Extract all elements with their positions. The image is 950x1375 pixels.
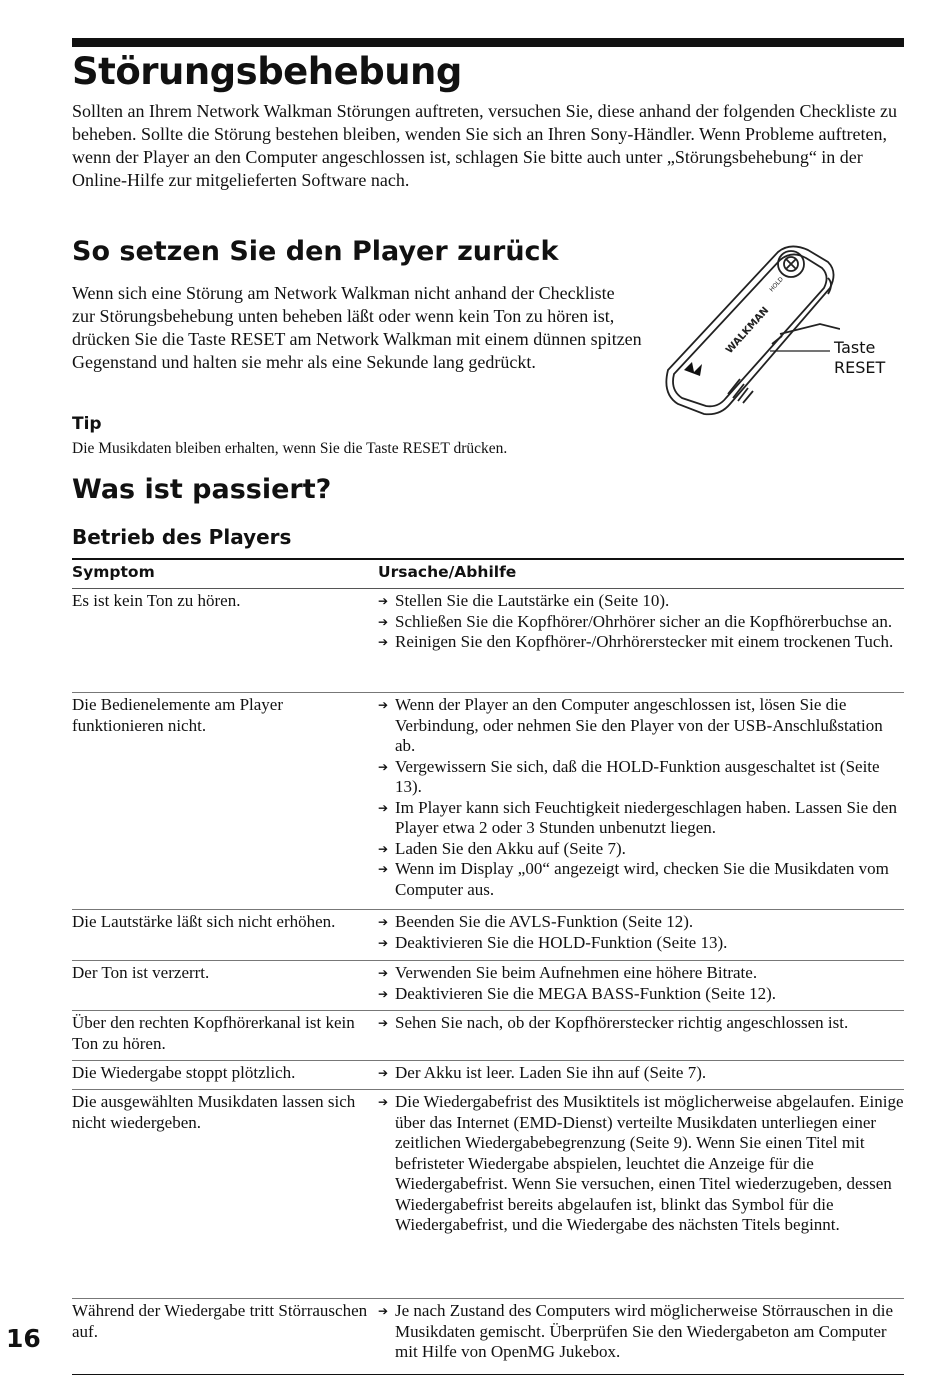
symptom-cell: Die Lautstärke läßt sich nicht erhöhen.	[72, 912, 336, 931]
cause-list	[378, 1301, 904, 1374]
cause-item: ➔ Deaktivieren Sie die MEGA BASS-Funktion (Seite 12).	[378, 984, 904, 1005]
tip-text: Die Musikdaten bleiben erhalten, wenn Sie die Taste RESET drücken.	[72, 440, 508, 457]
table-row	[72, 589, 904, 693]
cause-item: ➔ Stellen Sie die Lautstärke ein (Seite 10).	[378, 591, 904, 612]
cause-list	[378, 1063, 904, 1089]
device-brand-text: WALKMAN	[724, 305, 772, 357]
what-heading: Was ist passiert?	[72, 474, 332, 505]
table-row	[72, 910, 904, 961]
table-row	[72, 1061, 904, 1090]
cause-item: ➔ Reinigen Sie den Kopfhörer-/Ohrhörerstecker mit einem trockenen Tuch.	[378, 632, 904, 653]
device-hold-text: HOLD	[768, 275, 785, 294]
cause-item: ➔ Im Player kann sich Feuchtigkeit niedergeschlagen haben. Lassen Sie den Player etwa 2 oder 3 Stunden unbenutzt liegen.	[378, 798, 904, 839]
cause-list	[378, 695, 904, 909]
table-row	[72, 1011, 904, 1061]
symptom-cell: Der Ton ist verzerrt.	[72, 963, 210, 982]
reset-callout-line2: RESET	[834, 358, 886, 377]
reset-paragraph: Wenn sich eine Störung am Network Walkman nicht anhand der Checkliste zur Störungsbehebung unten beheben läßt oder wenn kein Ton zu hören ist, drücken Sie die Taste RESET am Network Walkman mit einem dünnen spitzen Gegenstand und halten sie mehr als eine Sekunde lang gedrückt.	[72, 283, 642, 372]
cause-item: ➔ Der Akku ist leer. Laden Sie ihn auf (Seite 7).	[378, 1063, 904, 1084]
reset-callout-line	[770, 348, 830, 354]
cause-item: ➔ Laden Sie den Akku auf (Seite 7).	[378, 839, 904, 860]
reset-heading: So setzen Sie den Player zurück	[72, 236, 559, 267]
symptom-cell: Über den rechten Kopfhörerkanal ist kein Ton zu hören.	[72, 1013, 355, 1053]
reset-callout-line1: Taste	[834, 338, 876, 357]
symptom-cell: Die Wiedergabe stoppt plötzlich.	[72, 1063, 296, 1082]
cause-item: ➔ Wenn im Display „00“ angezeigt wird, checken Sie die Musikdaten vom Computer aus.	[378, 859, 904, 900]
page-title: Störungsbehebung	[72, 50, 462, 93]
table-row	[72, 1090, 904, 1299]
symptom-cell: Es ist kein Ton zu hören.	[72, 591, 241, 610]
symptom-cell: Die ausgewählten Musikdaten lassen sich nicht wiedergeben.	[72, 1092, 356, 1132]
cause-item: ➔ Schließen Sie die Kopfhörer/Ohrhörer sicher an die Kopfhörerbuchse an.	[378, 612, 904, 633]
symptom-cell: Die Bedienelemente am Player funktionieren nicht.	[72, 695, 283, 735]
table-row	[72, 693, 904, 910]
intro-paragraph: Sollten an Ihrem Network Walkman Störungen auftreten, versuchen Sie, diese anhand der folgenden Checkliste zu beheben. Sollte die Störung bestehen bleiben, wenden Sie sich an Ihren Sony-Händler. Wenn Probleme auftreten, wenn der Player an den Computer angeschlossen ist, schlagen Sie bitte auch unter „Störungsbehebung“ in der Online-Hilfe zur mitgelieferten Software nach.	[72, 101, 897, 190]
table-body	[72, 589, 904, 1375]
reset-callout-label	[834, 338, 885, 378]
cause-list	[378, 591, 904, 692]
cause-item: ➔ Je nach Zustand des Computers wird möglicherweise Störrauschen in die Musikdaten gemischt. Überprüfen Sie den Wiedergabeton am Computer mit Hilfe von OpenMG Jukebox.	[378, 1301, 904, 1363]
table-row	[72, 961, 904, 1011]
top-rule	[72, 38, 904, 47]
walkman-device-illustration	[660, 244, 840, 424]
cause-list	[378, 963, 904, 1010]
table-header	[72, 560, 904, 589]
page-number: 16	[6, 1324, 41, 1353]
tip-label: Tip	[72, 414, 102, 434]
troubleshooting-table	[72, 558, 904, 1375]
cause-item: ➔ Verwenden Sie beim Aufnehmen eine höhere Bitrate.	[378, 963, 904, 984]
cause-list	[378, 912, 904, 960]
symptom-cell: Während der Wiedergabe tritt Störrauschen auf.	[72, 1301, 368, 1341]
column-header-symptom: Symptom	[72, 563, 155, 581]
column-header-cause: Ursache/Abhilfe	[378, 563, 517, 581]
cause-list	[378, 1092, 904, 1298]
cause-list	[378, 1013, 904, 1060]
cause-item: ➔ Die Wiedergabefrist des Musiktitels ist möglicherweise abgelaufen. Einige über das Internet (EMD-Dienst) verteilte Musikdaten unterliegen einer zeitlichen Wiedergabebegrenzung (Seite 9). Wenn Sie einen Titel mit befristeter Wiedergabe abspielen, leuchtet die Anzeige für die Wiedergabefrist. Wenn Sie versuchen, einen Titel wiederzugeben, dessen Wiedergabefrist bereits abgelaufen ist, blinkt das Symbol für die Wiedergabefrist, und die Wiedergabe des nächsten Titels beginnt.	[378, 1092, 904, 1236]
cause-item: ➔ Beenden Sie die AVLS-Funktion (Seite 12).	[378, 912, 904, 933]
section-subheading: Betrieb des Players	[72, 525, 292, 549]
cause-item: ➔ Deaktivieren Sie die HOLD-Funktion (Seite 13).	[378, 933, 904, 954]
cause-item: ➔ Vergewissern Sie sich, daß die HOLD-Funktion ausgeschaltet ist (Seite 13).	[378, 757, 904, 798]
table-row	[72, 1299, 904, 1375]
cause-item: ➔ Wenn der Player an den Computer angeschlossen ist, lösen Sie die Verbindung, oder nehmen Sie den Player von der USB-Anschlußstation ab.	[378, 695, 904, 757]
cause-item: ➔ Sehen Sie nach, ob der Kopfhörerstecker richtig angeschlossen ist.	[378, 1013, 904, 1034]
